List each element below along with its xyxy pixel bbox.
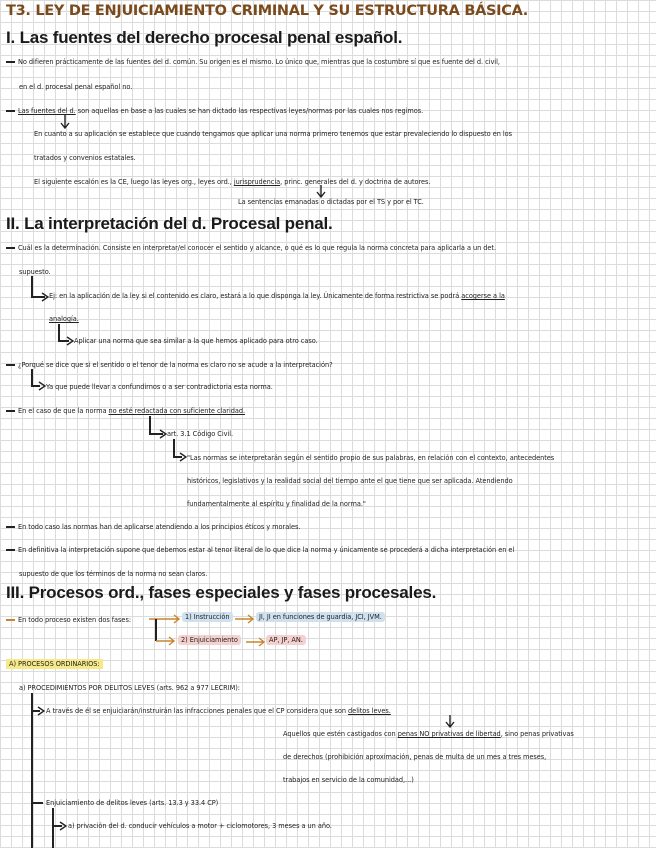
arrow-right-icon [155, 635, 177, 647]
s2-paragraph-5: Ya que puede llevar a confundirnos o a ser contradictoria esta norma. [46, 383, 273, 391]
s2-paragraph-8-end: fundamentalmente al espíritu y finalidad de la norma." [187, 500, 366, 508]
s3-paragraph-3-cont: de derechos (prohibición aproximación, penas de multa de un mes a tres meses, [283, 753, 547, 761]
s2-paragraph-1: Cuál es la determinación. Consiste en interpretar/el conocer el sentido y alcance, o qué es lo que regula la norma concreta para aplicarla a un det. [6, 244, 496, 252]
arrow-right-icon [245, 636, 267, 648]
bullet-dash [6, 61, 15, 63]
s2-paragraph-1-cont: supuesto. [19, 268, 51, 276]
s3-paragraph-5: a) privación del d. conducir vehículos a motor + ciclomotores, 3 meses a un año. [68, 822, 332, 830]
phase-1-detail: JI, JI en funciones de guardia, JCI, JVM. [256, 613, 385, 621]
bullet-dash [6, 410, 15, 412]
bullet-dash [6, 526, 15, 528]
s2-paragraph-9: En todo caso las normas han de aplicarse atendiendo a los principios éticos y morales. [6, 523, 300, 531]
s1-paragraph-1: No difieren prácticamente de las fuentes del d. común. Su origen es el mismo. Lo único que, mientras que la costumbre sí que es fuente del d. civil, [6, 58, 500, 66]
arrow-right-icon [179, 452, 187, 462]
bullet-dash [6, 549, 15, 551]
page-title: T3. LEY DE ENJUICIAMIENTO CRIMINAL Y SU ESTRUCTURA BÁSICA. [6, 3, 528, 19]
s1-paragraph-3: En cuanto a su aplicación se establece que cuando tengamos que aplicar una norma primero tenemos que estar prevaleciendo lo dispuesto en los [34, 130, 513, 138]
arrow-right-icon [37, 706, 45, 716]
s3-paragraph-3-end: trabajos en servicio de la comunidad,...) [283, 776, 414, 784]
s1-paragraph-4: El siguiente escalón es la CE, luego las leyes org., leyes ord., jurisprudencia, princ. generales del d. y doctrina de autores. [34, 178, 431, 186]
label-procesos-ordinarios: A) PROCESOS ORDINARIOS: [6, 660, 103, 668]
arrow-right-icon [38, 381, 46, 391]
s2-paragraph-10-cont: supuesto de que los términos de la norma no sean claros. [19, 570, 208, 578]
s2-paragraph-4: ¿Porqué se dice que si el sentido o el tenor de la norma es claro no se acude a la interpretación? [6, 361, 333, 369]
phase-2-detail: AP, JP, AN. [266, 636, 306, 644]
bullet-dash [6, 619, 15, 621]
s2-paragraph-7: art. 3.1 Código Civil. [167, 430, 234, 438]
section-2-heading: II. La interpretación del d. Procesal penal. [6, 214, 333, 233]
arrow-right-icon [159, 429, 167, 439]
arrow-down-icon [443, 714, 457, 730]
s3-paragraph-4: Enjuiciamiento de delitos leves (arts. 13.3 y 33.4 CP) [46, 799, 219, 807]
arrow-right-icon [59, 821, 67, 831]
sub-heading-delitos-leves: a) PROCEDIMIENTOS POR DELITOS LEVES (arts. 962 a 977 LECRIM): [19, 684, 240, 692]
s3-paragraph-1: En todo proceso existen dos fases: [6, 616, 131, 624]
section-1-heading: I. Las fuentes del derecho procesal penal español. [6, 28, 403, 47]
arrow-right-icon [41, 292, 49, 302]
s2-paragraph-2: Ej: en la aplicación de la ley si el contenido es claro, estará a lo que disponga la ley. Únicamente de forma restrictiva se podrá acogerse a la [49, 292, 505, 300]
arrow-right-icon [66, 336, 74, 346]
arrow-down-icon [58, 113, 72, 131]
bullet-dash [6, 247, 15, 249]
s1-paragraph-2: Las fuentes del d. son aquellas en base a las cuales se han dictado las respectivas leyes/normas por las cuales nos regimos. [6, 107, 423, 115]
section-3-heading: III. Procesos ord., fases especiales y fases procesales. [6, 583, 437, 602]
phase-1: 1) Instrucción [182, 613, 233, 621]
s2-paragraph-8-cont: históricos, legislativos y la realidad social del tiempo ante el que tiene que ser aplicada. Atendiendo [187, 477, 513, 485]
bullet-dash [6, 364, 15, 366]
s1-paragraph-3-cont: tratados y convenios estatales. [34, 154, 136, 162]
s2-paragraph-3: Aplicar una norma que sea similar a la que hemos aplicado para otro caso. [74, 337, 318, 345]
arrow-right-icon [234, 613, 256, 625]
s1-paragraph-5: La sentencias emanadas o dictadas por el TS y por el TC. [238, 198, 424, 206]
s2-paragraph-6: En el caso de que la norma no esté redactada con suficiente claridad. [6, 407, 245, 415]
s2-paragraph-10: En definitiva la interpretación supone que debemos estar al tenor literal de lo que dice la norma y únicamente se procederá a dicha interpretación en el [6, 546, 514, 554]
s2-paragraph-2-cont: analogía. [49, 315, 79, 323]
s2-paragraph-8: "Las normas se interpretarán según el sentido propio de sus palabras, en relación con el contexto, antecedentes [187, 454, 555, 462]
bullet-dash [6, 110, 15, 112]
s1-paragraph-1-cont: en el d. procesal penal español no. [19, 83, 133, 91]
s3-paragraph-3: Aquellos que estén castigados con penas NO privativas de libertad, sino penas privativas [283, 730, 574, 738]
arrow-right-icon [148, 613, 182, 625]
s3-paragraph-2: A través de él se enjuiciarán/instruirán las infracciones penales que el CP considera que son delitos leves. [46, 707, 391, 715]
phase-2: 2) Enjuiciamiento [178, 636, 241, 644]
